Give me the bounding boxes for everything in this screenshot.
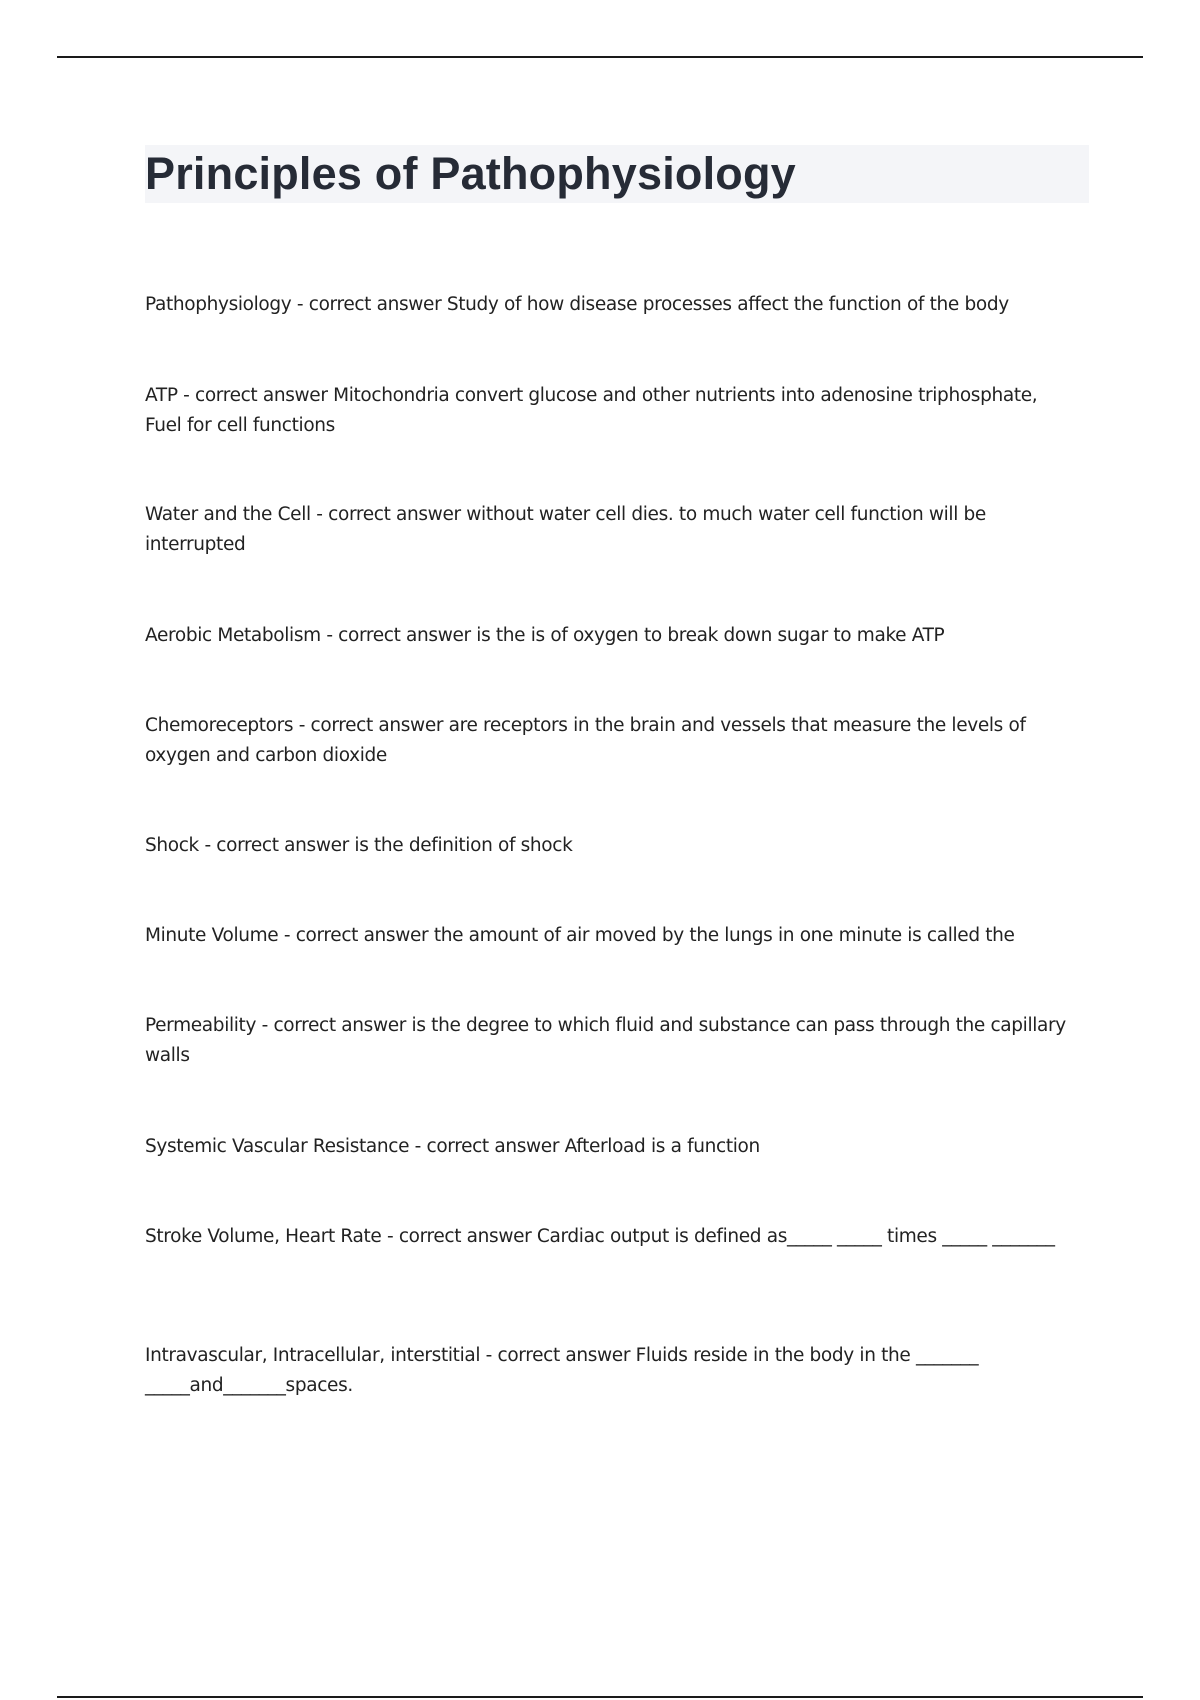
qa-item: Water and the Cell - correct answer without water cell dies. to much water cell function will be interrupted (145, 504, 986, 555)
qa-item: Pathophysiology - correct answer Study of how disease processes affect the function of the body (145, 294, 1009, 315)
qa-item: Aerobic Metabolism - correct answer is the is of oxygen to break down sugar to make ATP (145, 625, 945, 646)
qa-item: Chemoreceptors - correct answer are receptors in the brain and vessels that measure the levels of oxygen and carbon dioxide (145, 715, 1026, 766)
qa-item: Minute Volume - correct answer the amount of air moved by the lungs in one minute is called the (145, 925, 1015, 946)
qa-item: Shock - correct answer is the definition of shock (145, 835, 573, 856)
qa-item: ATP - correct answer Mitochondria convert glucose and other nutrients into adenosine triphosphate, Fuel for cell functions (145, 385, 1038, 436)
top-divider (57, 56, 1143, 58)
qa-item: Stroke Volume, Heart Rate - correct answer Cardiac output is defined as_____ _____ times _____ _______ (145, 1226, 1055, 1247)
document-title: Principles of Pathophysiology (145, 148, 796, 199)
qa-item: Intravascular, Intracellular, interstitial - correct answer Fluids reside in the body in the _______ _____and_______spaces. (145, 1345, 979, 1396)
bottom-divider (57, 1696, 1143, 1698)
document-body (145, 145, 1089, 1396)
title-band (145, 145, 1089, 203)
qa-item: Systemic Vascular Resistance - correct answer Afterload is a function (145, 1136, 760, 1157)
qa-item: Permeability - correct answer is the degree to which fluid and substance can pass through the capillary walls (145, 1015, 1066, 1066)
